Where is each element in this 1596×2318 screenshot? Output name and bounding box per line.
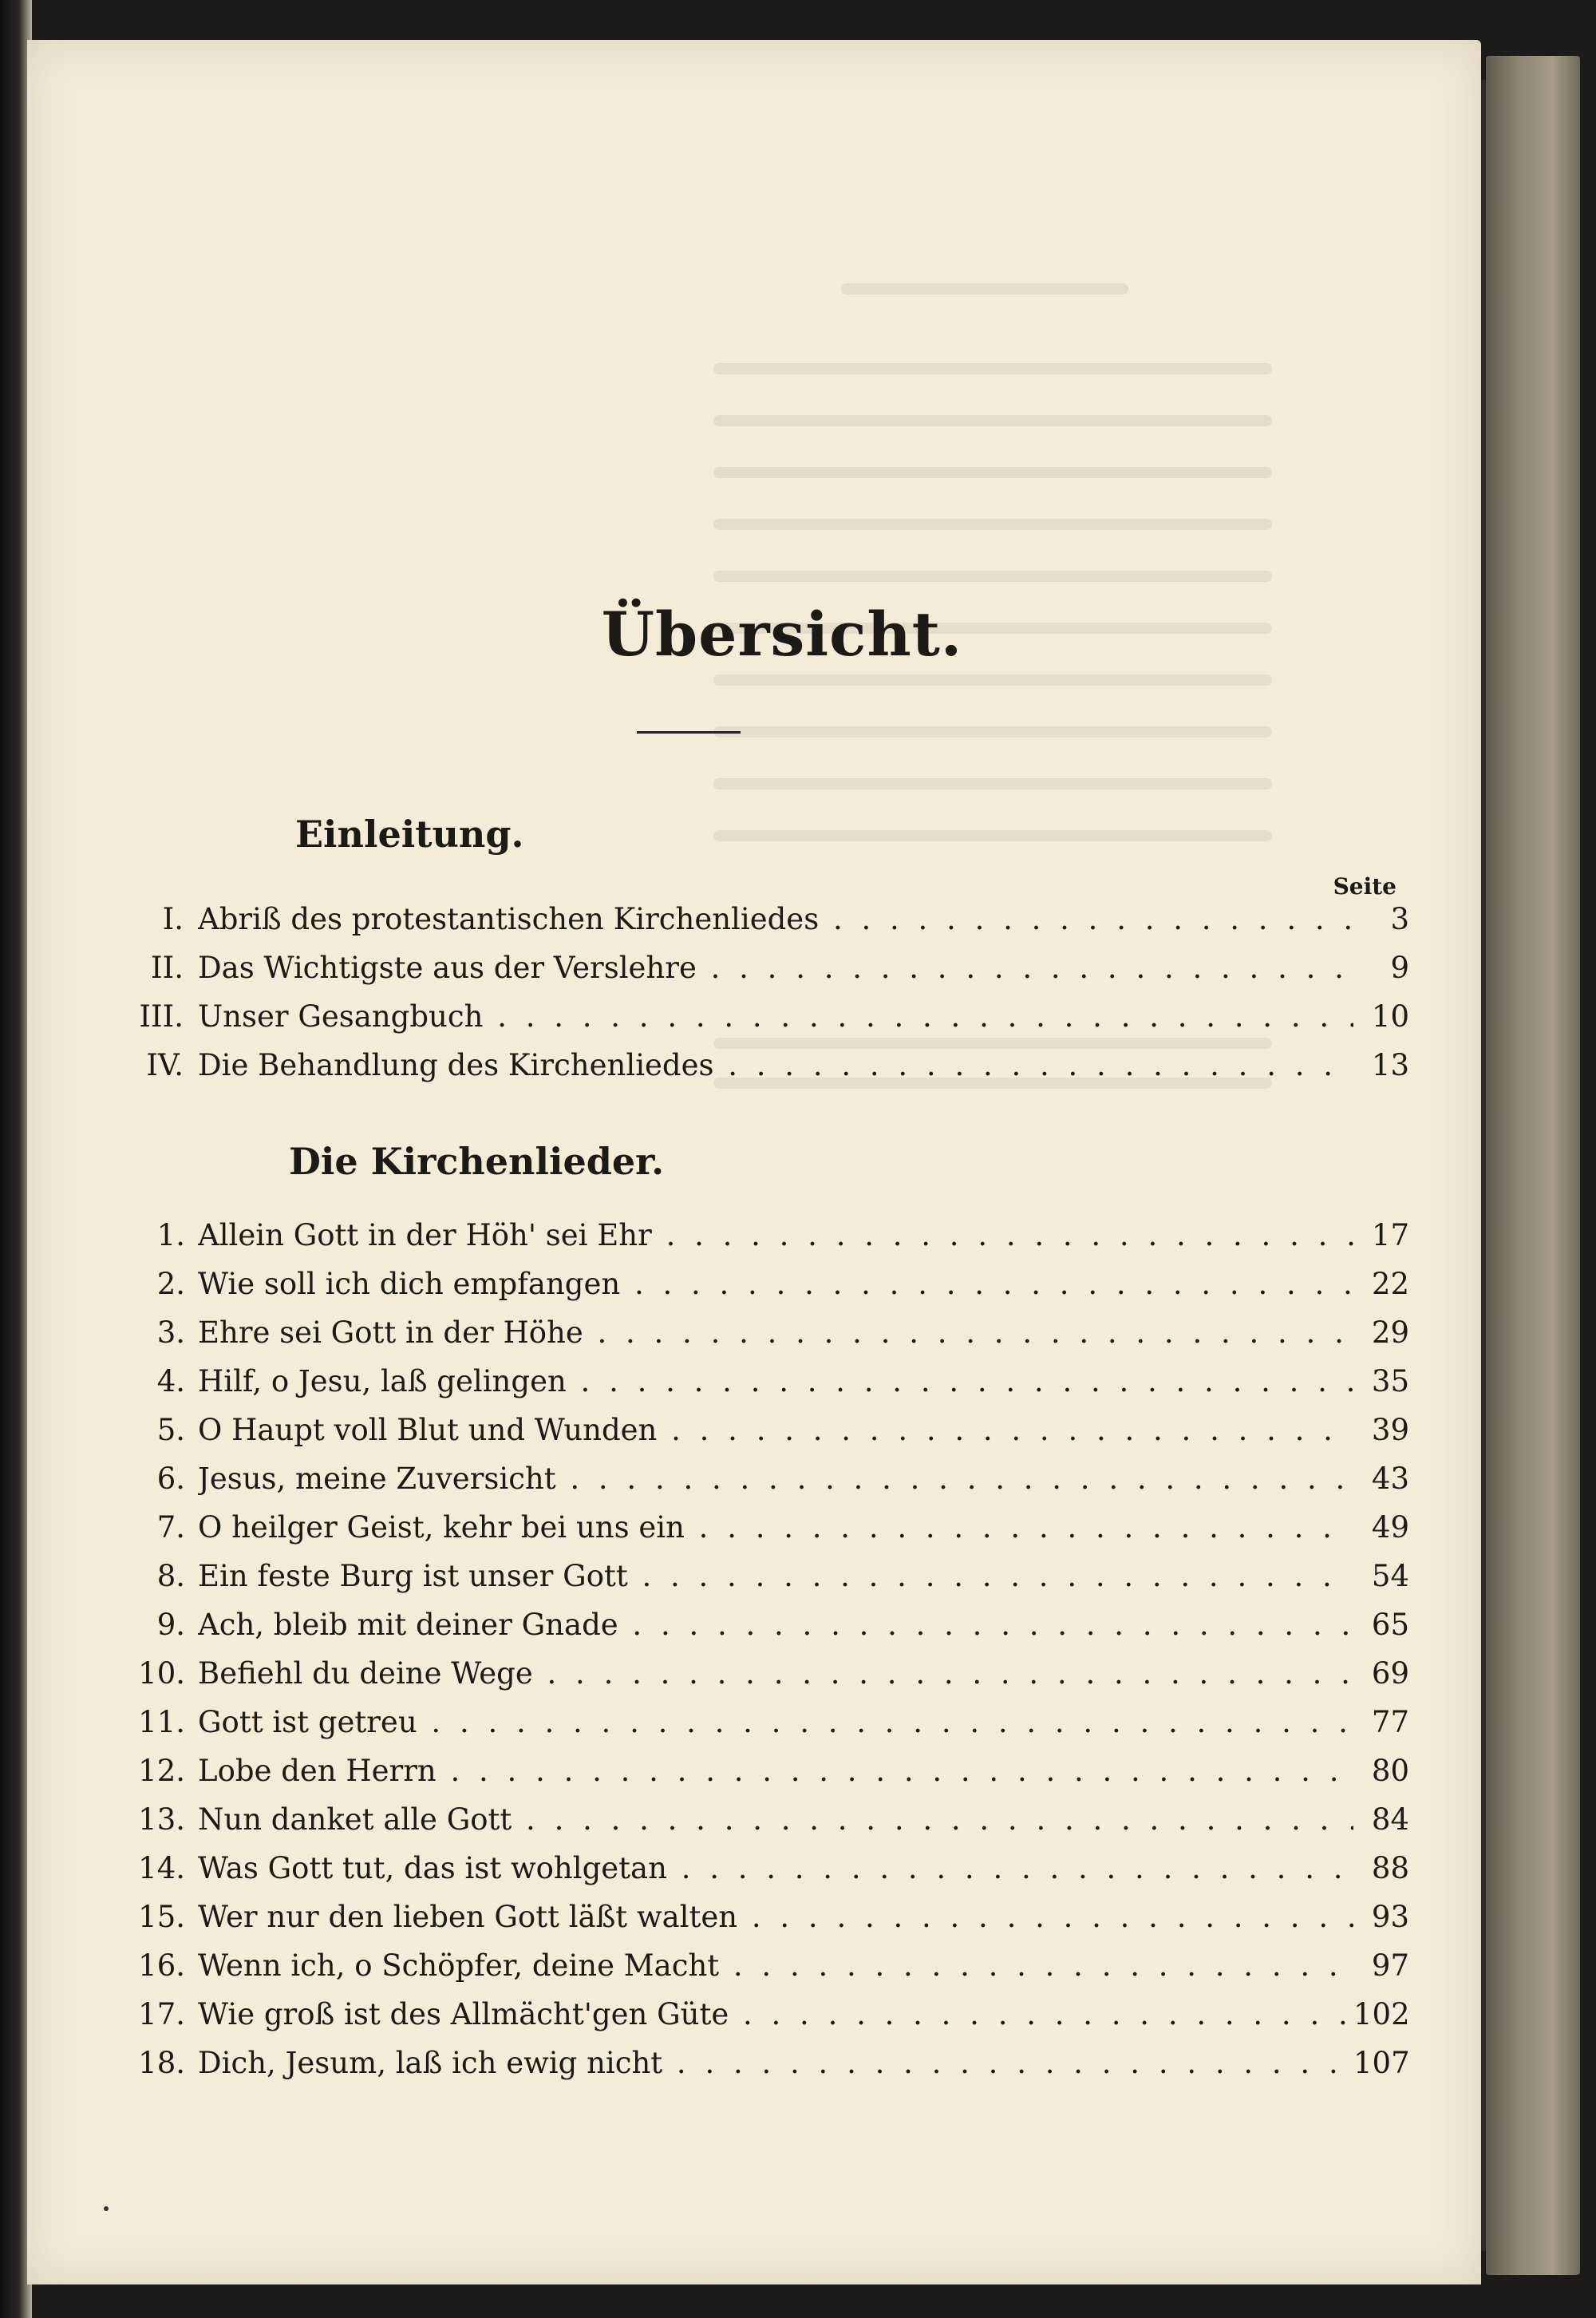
toc-row-title: O Haupt voll Blut und Wunden . . . (198, 1406, 1353, 1454)
toc-row-number: 15. (138, 1900, 185, 1934)
toc-row-number: III. (139, 999, 184, 1034)
toc-row-number: IV. (146, 1048, 184, 1082)
toc-row-number: I. (162, 902, 184, 936)
toc-row-number: 2. (156, 1267, 185, 1301)
toc-row-title: Was Gott tut, das ist wohlgetan . . . (198, 1845, 1353, 1893)
toc-row (27, 1553, 1481, 1600)
toc-row (27, 1504, 1481, 1552)
title-rule (637, 731, 741, 734)
toc-row-title: Gott ist getreu . . . (198, 1699, 1353, 1746)
toc-row-page: 102 (1353, 1997, 1410, 2031)
toc-row-page: 17 (1371, 1218, 1409, 1252)
toc-row (27, 1893, 1481, 1941)
toc-row-page: 65 (1371, 1608, 1409, 1642)
toc-row-title: Wer nur den lieben Gott läßt walten . . . (198, 1893, 1353, 1941)
toc-row-page: 80 (1371, 1754, 1409, 1788)
toc-row (27, 1991, 1481, 2039)
toc-row-page: 43 (1371, 1462, 1409, 1496)
toc-row-page: 69 (1371, 1656, 1409, 1691)
toc-row-number: 4. (156, 1364, 185, 1398)
toc-row (27, 1358, 1481, 1406)
toc-row-title: Jesus, meine Zuversicht . . . (198, 1455, 1353, 1503)
toc-row-title: Hilf, o Jesu, laß gelingen . . . (198, 1358, 1353, 1406)
toc-row (27, 2039, 1481, 2087)
book-page (27, 40, 1481, 2284)
toc-row (27, 944, 1481, 992)
toc-row-page: 77 (1371, 1705, 1409, 1739)
toc-row (27, 1406, 1481, 1454)
toc-row-title: Nun danket alle Gott . . . (198, 1796, 1353, 1844)
toc-row-page: 107 (1353, 2046, 1410, 2080)
toc-row-number: 1. (156, 1218, 185, 1252)
toc-row-number: 12. (138, 1754, 185, 1788)
toc-row-title: Abriß des protestantischen Kirchenliedes . . . (198, 896, 1353, 943)
toc-row-number: 17. (138, 1997, 185, 2031)
toc-row (27, 896, 1481, 943)
toc-row-title: O heilger Geist, kehr bei uns ein . . . (198, 1504, 1353, 1552)
toc-row-page: 49 (1371, 1510, 1409, 1545)
toc-content (27, 40, 1481, 2284)
toc-row-title: Die Behandlung des Kirchenliedes . . . (198, 1042, 1353, 1090)
toc-row-number: 3. (156, 1315, 185, 1350)
toc-row-number: 18. (138, 2046, 185, 2080)
section-heading-einleitung: Einleitung. (295, 813, 524, 856)
toc-row-page: 3 (1390, 902, 1409, 936)
toc-row-number: 6. (156, 1462, 185, 1496)
toc-row-title: Befiehl du deine Wege . . . (198, 1650, 1353, 1698)
toc-row-title: Ehre sei Gott in der Höhe . . . (198, 1309, 1353, 1357)
toc-row-page: 54 (1371, 1559, 1409, 1593)
book-cover (1486, 56, 1580, 2275)
toc-row (27, 1260, 1481, 1308)
toc-row (27, 1942, 1481, 1990)
toc-row-number: 10. (138, 1656, 185, 1691)
toc-row-number: 8. (156, 1559, 185, 1593)
toc-row-number: 9. (156, 1608, 185, 1642)
toc-row-number: 5. (156, 1413, 185, 1447)
toc-row-title: Wie groß ist des Allmächt'gen Güte . . . (198, 1991, 1353, 2039)
toc-row-page: 93 (1371, 1900, 1409, 1934)
toc-row-title: Unser Gesangbuch . . . (198, 993, 1353, 1041)
toc-row-title: Wenn ich, o Schöpfer, deine Macht . . . (198, 1942, 1353, 1990)
toc-row-page: 39 (1371, 1413, 1409, 1447)
toc-row (27, 1309, 1481, 1357)
toc-row-page: 29 (1371, 1315, 1409, 1350)
toc-row-title: Dich, Jesum, laß ich ewig nicht . . . (198, 2039, 1353, 2087)
toc-row (27, 1601, 1481, 1649)
toc-row (27, 1212, 1481, 1260)
toc-row-number: 7. (156, 1510, 185, 1545)
toc-row (27, 1650, 1481, 1698)
toc-row-number: 16. (138, 1948, 185, 1983)
toc-row-page: 84 (1371, 1802, 1409, 1837)
toc-row (27, 1796, 1481, 1844)
toc-row-title: Lobe den Herrn . . . (198, 1747, 1353, 1795)
toc-row-title: Allein Gott in der Höh' sei Ehr . . . (198, 1212, 1353, 1260)
toc-row-page: 22 (1371, 1267, 1409, 1301)
toc-row-number: II. (151, 951, 184, 985)
toc-row (27, 993, 1481, 1041)
toc-row-number: 13. (138, 1802, 185, 1837)
toc-row (27, 1699, 1481, 1746)
toc-row-page: 97 (1371, 1948, 1409, 1983)
toc-row-number: 14. (138, 1851, 185, 1885)
toc-row-page: 35 (1371, 1364, 1409, 1398)
toc-row-title: Das Wichtigste aus der Verslehre . . . (198, 944, 1353, 992)
toc-row (27, 1747, 1481, 1795)
toc-row (27, 1845, 1481, 1893)
toc-row-page: 88 (1371, 1851, 1409, 1885)
toc-row-title: Wie soll ich dich empfangen . . . (198, 1260, 1353, 1308)
toc-row-page: 10 (1371, 999, 1409, 1034)
toc-row (27, 1042, 1481, 1090)
toc-row-number: 11. (138, 1705, 185, 1739)
toc-row-page: 9 (1390, 951, 1409, 985)
toc-row-page: 13 (1371, 1048, 1409, 1082)
toc-row-title: Ein feste Burg ist unser Gott . . . (198, 1553, 1353, 1600)
section-heading-kirchenlieder: Die Kirchenlieder. (289, 1140, 665, 1183)
toc-row-title: Ach, bleib mit deiner Gnade . . . (198, 1601, 1353, 1649)
toc-row (27, 1455, 1481, 1503)
page-title: Übersicht. (601, 599, 963, 670)
seite-label: Seite (1333, 873, 1396, 900)
ink-speck (104, 2206, 109, 2211)
